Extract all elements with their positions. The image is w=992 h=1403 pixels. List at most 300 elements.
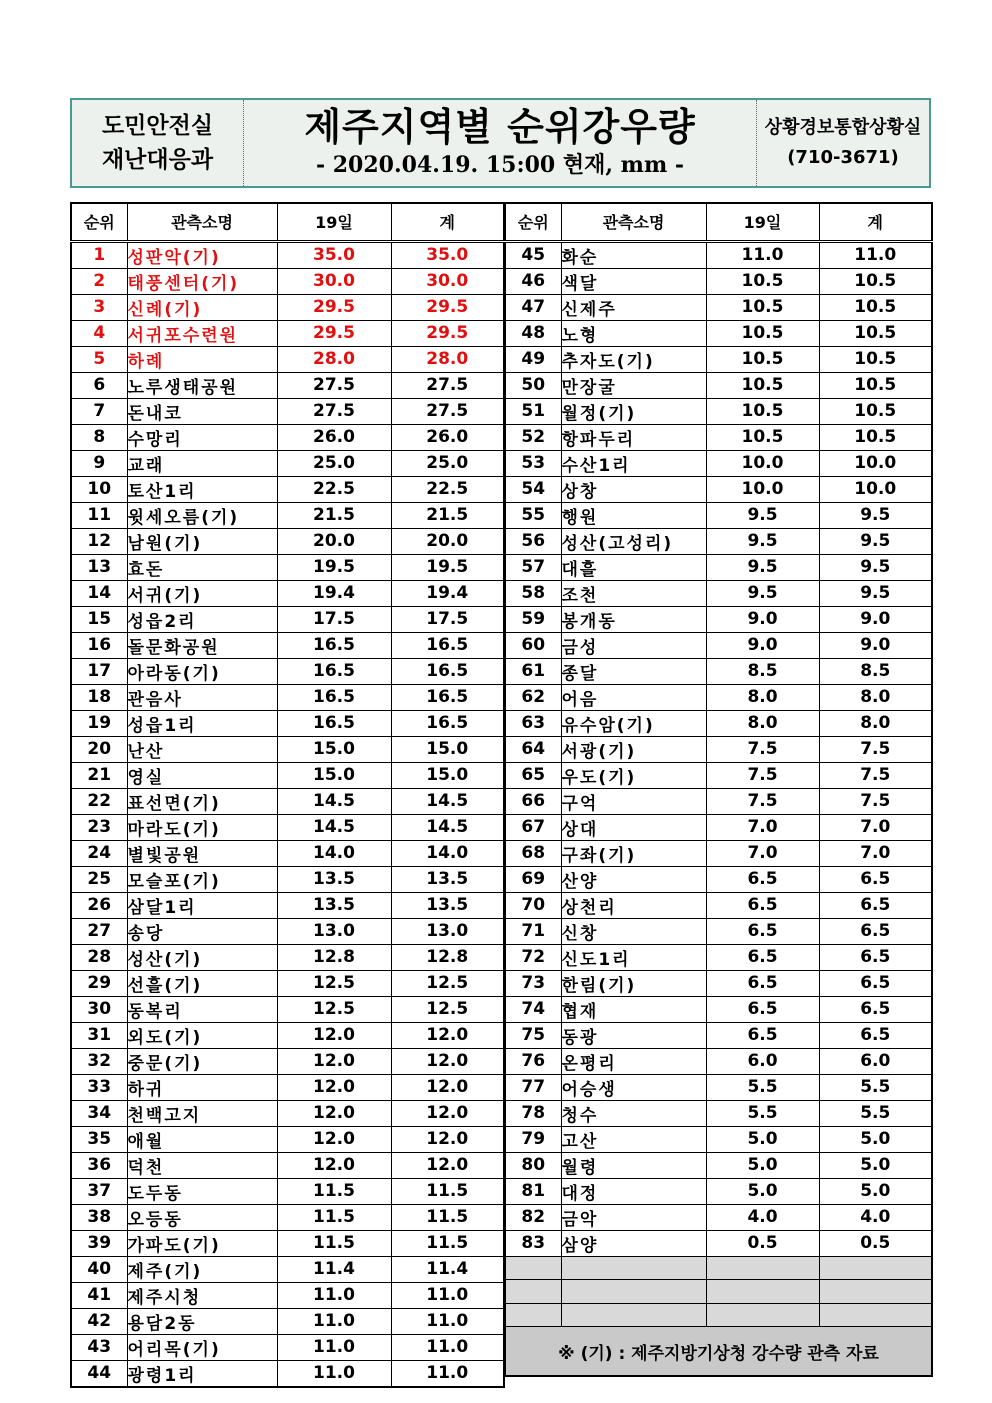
total-rainfall-cell: 29.5 bbox=[391, 294, 504, 320]
total-rainfall-cell: 28.0 bbox=[391, 346, 504, 372]
table-row bbox=[505, 684, 932, 710]
rank-cell: 76 bbox=[505, 1048, 561, 1074]
table-row bbox=[505, 450, 932, 476]
empty-cell bbox=[561, 1280, 706, 1304]
rank-cell: 54 bbox=[505, 476, 561, 502]
station-name-cell: 산양 bbox=[561, 866, 706, 892]
station-name-cell: 오등동 bbox=[127, 1204, 277, 1230]
day-rainfall-cell: 12.0 bbox=[277, 1152, 391, 1178]
empty-cell bbox=[819, 1256, 932, 1280]
day-rainfall-cell: 9.5 bbox=[706, 580, 819, 606]
total-rainfall-cell: 27.5 bbox=[391, 372, 504, 398]
station-name-cell: 돈내코 bbox=[127, 398, 277, 424]
table-row bbox=[71, 241, 504, 268]
rank-cell: 2 bbox=[71, 268, 127, 294]
table-row bbox=[505, 1230, 932, 1256]
rank-cell: 47 bbox=[505, 294, 561, 320]
table-row bbox=[71, 372, 504, 398]
table-row bbox=[71, 606, 504, 632]
station-name-cell: 우도(기) bbox=[561, 762, 706, 788]
day-rainfall-cell: 14.0 bbox=[277, 840, 391, 866]
rank-cell: 33 bbox=[71, 1074, 127, 1100]
total-rainfall-cell: 19.5 bbox=[391, 554, 504, 580]
rank-cell: 35 bbox=[71, 1126, 127, 1152]
station-name-cell: 남원(기) bbox=[127, 528, 277, 554]
total-rainfall-cell: 12.5 bbox=[391, 970, 504, 996]
rank-cell: 30 bbox=[71, 996, 127, 1022]
rank-cell: 68 bbox=[505, 840, 561, 866]
total-rainfall-cell: 12.0 bbox=[391, 1074, 504, 1100]
col-total-header: 계 bbox=[819, 203, 932, 241]
day-rainfall-cell: 21.5 bbox=[277, 502, 391, 528]
day-rainfall-cell: 30.0 bbox=[277, 268, 391, 294]
rank-cell: 20 bbox=[71, 736, 127, 762]
rank-cell: 79 bbox=[505, 1126, 561, 1152]
station-name-cell: 구억 bbox=[561, 788, 706, 814]
rank-cell: 57 bbox=[505, 554, 561, 580]
table-row bbox=[71, 320, 504, 346]
station-name-cell: 신제주 bbox=[561, 294, 706, 320]
table-row bbox=[71, 554, 504, 580]
station-name-cell: 천백고지 bbox=[127, 1100, 277, 1126]
table-row bbox=[71, 502, 504, 528]
table-row bbox=[71, 1100, 504, 1126]
table-row bbox=[505, 892, 932, 918]
rank-cell: 61 bbox=[505, 658, 561, 684]
table-row bbox=[505, 372, 932, 398]
rank-cell: 72 bbox=[505, 944, 561, 970]
station-name-cell: 덕천 bbox=[127, 1152, 277, 1178]
station-name-cell: 애월 bbox=[127, 1126, 277, 1152]
day-rainfall-cell: 14.5 bbox=[277, 814, 391, 840]
station-name-cell: 하례 bbox=[127, 346, 277, 372]
table-row bbox=[505, 736, 932, 762]
station-name-cell: 화순 bbox=[561, 241, 706, 268]
note-row bbox=[505, 1327, 932, 1376]
total-rainfall-cell: 6.5 bbox=[819, 970, 932, 996]
rank-cell: 3 bbox=[71, 294, 127, 320]
station-name-cell: 월령 bbox=[561, 1152, 706, 1178]
rank-cell: 60 bbox=[505, 632, 561, 658]
station-name-cell: 모슬포(기) bbox=[127, 866, 277, 892]
station-name-cell: 아라동(기) bbox=[127, 658, 277, 684]
day-rainfall-cell: 12.0 bbox=[277, 1126, 391, 1152]
day-rainfall-cell: 10.5 bbox=[706, 294, 819, 320]
total-rainfall-cell: 9.5 bbox=[819, 554, 932, 580]
day-rainfall-cell: 10.0 bbox=[706, 476, 819, 502]
total-rainfall-cell: 19.4 bbox=[391, 580, 504, 606]
day-rainfall-cell: 15.0 bbox=[277, 736, 391, 762]
rank-cell: 38 bbox=[71, 1204, 127, 1230]
total-rainfall-cell: 9.5 bbox=[819, 502, 932, 528]
station-name-cell: 신창 bbox=[561, 918, 706, 944]
rank-cell: 73 bbox=[505, 970, 561, 996]
rank-cell: 25 bbox=[71, 866, 127, 892]
rank-cell: 28 bbox=[71, 944, 127, 970]
table-header-row bbox=[71, 203, 504, 241]
station-name-cell: 표선면(기) bbox=[127, 788, 277, 814]
rank-cell: 9 bbox=[71, 450, 127, 476]
station-name-cell: 관음사 bbox=[127, 684, 277, 710]
rank-cell: 83 bbox=[505, 1230, 561, 1256]
station-name-cell: 행원 bbox=[561, 502, 706, 528]
table-row bbox=[505, 1152, 932, 1178]
table-row bbox=[71, 268, 504, 294]
rank-cell: 46 bbox=[505, 268, 561, 294]
table-row bbox=[505, 294, 932, 320]
empty-cell bbox=[819, 1280, 932, 1304]
station-name-cell: 종달 bbox=[561, 658, 706, 684]
station-name-cell: 상천리 bbox=[561, 892, 706, 918]
total-rainfall-cell: 14.0 bbox=[391, 840, 504, 866]
station-name-cell: 색달 bbox=[561, 268, 706, 294]
day-rainfall-cell: 6.5 bbox=[706, 892, 819, 918]
total-rainfall-cell: 6.0 bbox=[819, 1048, 932, 1074]
table-row bbox=[505, 1178, 932, 1204]
total-rainfall-cell: 6.5 bbox=[819, 944, 932, 970]
day-rainfall-cell: 27.5 bbox=[277, 398, 391, 424]
station-name-cell: 성산(고성리) bbox=[561, 528, 706, 554]
station-name-cell: 금악 bbox=[561, 1204, 706, 1230]
station-name-cell: 신도1리 bbox=[561, 944, 706, 970]
station-name-cell: 태풍센터(기) bbox=[127, 268, 277, 294]
rank-cell: 75 bbox=[505, 1022, 561, 1048]
station-name-cell: 대흘 bbox=[561, 554, 706, 580]
rank-cell: 19 bbox=[71, 710, 127, 736]
total-rainfall-cell: 11.0 bbox=[391, 1282, 504, 1308]
table-row bbox=[505, 658, 932, 684]
rank-cell: 53 bbox=[505, 450, 561, 476]
table-row bbox=[505, 502, 932, 528]
table-row bbox=[71, 1282, 504, 1308]
total-rainfall-cell: 11.0 bbox=[391, 1308, 504, 1334]
day-rainfall-cell: 22.5 bbox=[277, 476, 391, 502]
table-row bbox=[505, 606, 932, 632]
rank-cell: 13 bbox=[71, 554, 127, 580]
station-name-cell: 광령1리 bbox=[127, 1360, 277, 1387]
rank-cell: 41 bbox=[71, 1282, 127, 1308]
rank-cell: 21 bbox=[71, 762, 127, 788]
rank-cell: 74 bbox=[505, 996, 561, 1022]
station-name-cell: 온평리 bbox=[561, 1048, 706, 1074]
day-rainfall-cell: 10.5 bbox=[706, 372, 819, 398]
rank-cell: 23 bbox=[71, 814, 127, 840]
table-row bbox=[505, 554, 932, 580]
rank-cell: 45 bbox=[505, 241, 561, 268]
empty-cell bbox=[706, 1256, 819, 1280]
day-rainfall-cell: 29.5 bbox=[277, 294, 391, 320]
day-rainfall-cell: 17.5 bbox=[277, 606, 391, 632]
total-rainfall-cell: 12.0 bbox=[391, 1048, 504, 1074]
total-rainfall-cell: 14.5 bbox=[391, 788, 504, 814]
total-rainfall-cell: 16.5 bbox=[391, 710, 504, 736]
rank-cell: 32 bbox=[71, 1048, 127, 1074]
rank-cell: 31 bbox=[71, 1022, 127, 1048]
rank-cell: 37 bbox=[71, 1178, 127, 1204]
station-name-cell: 어음 bbox=[561, 684, 706, 710]
table-row bbox=[71, 788, 504, 814]
total-rainfall-cell: 7.5 bbox=[819, 788, 932, 814]
total-rainfall-cell: 9.5 bbox=[819, 580, 932, 606]
station-name-cell: 구좌(기) bbox=[561, 840, 706, 866]
day-rainfall-cell: 6.5 bbox=[706, 918, 819, 944]
total-rainfall-cell: 10.5 bbox=[819, 424, 932, 450]
rank-cell: 58 bbox=[505, 580, 561, 606]
table-row bbox=[71, 840, 504, 866]
table-row bbox=[71, 1360, 504, 1387]
empty-cell bbox=[561, 1303, 706, 1327]
office-phone: (710-3671) bbox=[787, 147, 899, 168]
table-row bbox=[71, 710, 504, 736]
total-rainfall-cell: 7.5 bbox=[819, 762, 932, 788]
rank-cell: 34 bbox=[71, 1100, 127, 1126]
table-row bbox=[71, 1074, 504, 1100]
day-rainfall-cell: 14.5 bbox=[277, 788, 391, 814]
day-rainfall-cell: 16.5 bbox=[277, 658, 391, 684]
table-row bbox=[505, 346, 932, 372]
station-name-cell: 마라도(기) bbox=[127, 814, 277, 840]
total-rainfall-cell: 4.0 bbox=[819, 1204, 932, 1230]
title-block bbox=[244, 100, 757, 186]
station-name-cell: 청수 bbox=[561, 1100, 706, 1126]
day-rainfall-cell: 9.5 bbox=[706, 502, 819, 528]
table-row bbox=[71, 294, 504, 320]
total-rainfall-cell: 11.5 bbox=[391, 1178, 504, 1204]
table-row bbox=[505, 762, 932, 788]
department-line-2: 재난대응과 bbox=[101, 147, 214, 173]
day-rainfall-cell: 9.0 bbox=[706, 606, 819, 632]
station-name-cell: 노형 bbox=[561, 320, 706, 346]
day-rainfall-cell: 5.0 bbox=[706, 1152, 819, 1178]
station-name-cell: 성판악(기) bbox=[127, 241, 277, 268]
total-rainfall-cell: 25.0 bbox=[391, 450, 504, 476]
station-name-cell: 중문(기) bbox=[127, 1048, 277, 1074]
table-row bbox=[71, 970, 504, 996]
day-rainfall-cell: 11.0 bbox=[277, 1282, 391, 1308]
total-rainfall-cell: 5.0 bbox=[819, 1152, 932, 1178]
rank-cell: 42 bbox=[71, 1308, 127, 1334]
footnote: ※ (기) : 제주지방기상청 강수량 관측 자료 bbox=[505, 1327, 932, 1376]
table-row bbox=[71, 1152, 504, 1178]
day-rainfall-cell: 10.5 bbox=[706, 398, 819, 424]
day-rainfall-cell: 12.5 bbox=[277, 996, 391, 1022]
station-name-cell: 조천 bbox=[561, 580, 706, 606]
table-row bbox=[71, 736, 504, 762]
table-row bbox=[505, 268, 932, 294]
station-name-cell: 용담2동 bbox=[127, 1308, 277, 1334]
station-name-cell: 영실 bbox=[127, 762, 277, 788]
page-title: 제주지역별 순위강우량 bbox=[304, 105, 696, 149]
day-rainfall-cell: 12.8 bbox=[277, 944, 391, 970]
station-name-cell: 성읍2리 bbox=[127, 606, 277, 632]
day-rainfall-cell: 9.0 bbox=[706, 632, 819, 658]
total-rainfall-cell: 16.5 bbox=[391, 658, 504, 684]
total-rainfall-cell: 6.5 bbox=[819, 918, 932, 944]
col-rank-header: 순위 bbox=[505, 203, 561, 241]
station-name-cell: 어리목(기) bbox=[127, 1334, 277, 1360]
rank-cell: 11 bbox=[71, 502, 127, 528]
empty-cell bbox=[706, 1303, 819, 1327]
day-rainfall-cell: 6.5 bbox=[706, 970, 819, 996]
day-rainfall-cell: 11.0 bbox=[706, 241, 819, 268]
total-rainfall-cell: 10.5 bbox=[819, 372, 932, 398]
table-body-left bbox=[71, 241, 504, 1387]
rank-cell: 77 bbox=[505, 1074, 561, 1100]
rank-cell: 80 bbox=[505, 1152, 561, 1178]
col-rank-header: 순위 bbox=[71, 203, 127, 241]
day-rainfall-cell: 13.5 bbox=[277, 866, 391, 892]
day-rainfall-cell: 11.5 bbox=[277, 1178, 391, 1204]
total-rainfall-cell: 20.0 bbox=[391, 528, 504, 554]
col-station-header: 관측소명 bbox=[561, 203, 706, 241]
table-row bbox=[505, 866, 932, 892]
station-name-cell: 가파도(기) bbox=[127, 1230, 277, 1256]
rank-cell: 17 bbox=[71, 658, 127, 684]
total-rainfall-cell: 11.0 bbox=[391, 1360, 504, 1387]
total-rainfall-cell: 10.5 bbox=[819, 320, 932, 346]
table-row bbox=[505, 814, 932, 840]
table-row bbox=[71, 1126, 504, 1152]
table-row bbox=[505, 1126, 932, 1152]
total-rainfall-cell: 29.5 bbox=[391, 320, 504, 346]
day-rainfall-cell: 11.0 bbox=[277, 1334, 391, 1360]
day-rainfall-cell: 6.5 bbox=[706, 944, 819, 970]
table-row bbox=[71, 918, 504, 944]
station-name-cell: 봉개동 bbox=[561, 606, 706, 632]
rank-cell: 14 bbox=[71, 580, 127, 606]
station-name-cell: 윗세오름(기) bbox=[127, 502, 277, 528]
col-total-header: 계 bbox=[391, 203, 504, 241]
rank-cell: 59 bbox=[505, 606, 561, 632]
station-name-cell: 동광 bbox=[561, 1022, 706, 1048]
rank-cell: 56 bbox=[505, 528, 561, 554]
table-row bbox=[505, 580, 932, 606]
rank-cell: 69 bbox=[505, 866, 561, 892]
table-row bbox=[71, 1334, 504, 1360]
station-name-cell: 성읍1리 bbox=[127, 710, 277, 736]
rank-cell: 4 bbox=[71, 320, 127, 346]
table-row bbox=[505, 528, 932, 554]
empty-cell bbox=[505, 1280, 561, 1304]
day-rainfall-cell: 12.0 bbox=[277, 1048, 391, 1074]
total-rainfall-cell: 8.0 bbox=[819, 710, 932, 736]
day-rainfall-cell: 13.5 bbox=[277, 892, 391, 918]
station-name-cell: 만장굴 bbox=[561, 372, 706, 398]
station-name-cell: 삼양 bbox=[561, 1230, 706, 1256]
station-name-cell: 상대 bbox=[561, 814, 706, 840]
total-rainfall-cell: 8.5 bbox=[819, 658, 932, 684]
day-rainfall-cell: 10.5 bbox=[706, 346, 819, 372]
total-rainfall-cell: 11.0 bbox=[819, 241, 932, 268]
station-name-cell: 제주(기) bbox=[127, 1256, 277, 1282]
day-rainfall-cell: 25.0 bbox=[277, 450, 391, 476]
table-row bbox=[505, 1204, 932, 1230]
day-rainfall-cell: 0.5 bbox=[706, 1230, 819, 1256]
table-row bbox=[71, 996, 504, 1022]
rank-cell: 8 bbox=[71, 424, 127, 450]
table-row bbox=[71, 1022, 504, 1048]
day-rainfall-cell: 8.0 bbox=[706, 684, 819, 710]
rank-cell: 36 bbox=[71, 1152, 127, 1178]
rank-cell: 7 bbox=[71, 398, 127, 424]
table-row bbox=[71, 762, 504, 788]
total-rainfall-cell: 12.0 bbox=[391, 1126, 504, 1152]
station-name-cell: 도두동 bbox=[127, 1178, 277, 1204]
day-rainfall-cell: 6.5 bbox=[706, 996, 819, 1022]
station-name-cell: 제주시청 bbox=[127, 1282, 277, 1308]
day-rainfall-cell: 10.5 bbox=[706, 424, 819, 450]
table-row bbox=[71, 632, 504, 658]
day-rainfall-cell: 7.0 bbox=[706, 840, 819, 866]
day-rainfall-cell: 12.0 bbox=[277, 1022, 391, 1048]
total-rainfall-cell: 13.5 bbox=[391, 892, 504, 918]
total-rainfall-cell: 5.0 bbox=[819, 1178, 932, 1204]
total-rainfall-cell: 7.5 bbox=[819, 736, 932, 762]
table-row bbox=[71, 450, 504, 476]
station-name-cell: 대정 bbox=[561, 1178, 706, 1204]
station-name-cell: 토산1리 bbox=[127, 476, 277, 502]
empty-cell bbox=[819, 1303, 932, 1327]
station-name-cell: 서광(기) bbox=[561, 736, 706, 762]
day-rainfall-cell: 20.0 bbox=[277, 528, 391, 554]
total-rainfall-cell: 12.8 bbox=[391, 944, 504, 970]
table-row bbox=[71, 866, 504, 892]
station-name-cell: 교래 bbox=[127, 450, 277, 476]
day-rainfall-cell: 6.0 bbox=[706, 1048, 819, 1074]
station-name-cell: 서귀(기) bbox=[127, 580, 277, 606]
rank-cell: 15 bbox=[71, 606, 127, 632]
rank-cell: 26 bbox=[71, 892, 127, 918]
rank-cell: 18 bbox=[71, 684, 127, 710]
total-rainfall-cell: 11.0 bbox=[391, 1334, 504, 1360]
rank-cell: 62 bbox=[505, 684, 561, 710]
total-rainfall-cell: 10.0 bbox=[819, 450, 932, 476]
total-rainfall-cell: 6.5 bbox=[819, 892, 932, 918]
table-row bbox=[71, 814, 504, 840]
rank-cell: 55 bbox=[505, 502, 561, 528]
station-name-cell: 수망리 bbox=[127, 424, 277, 450]
total-rainfall-cell: 6.5 bbox=[819, 996, 932, 1022]
empty-cell bbox=[505, 1303, 561, 1327]
rank-cell: 63 bbox=[505, 710, 561, 736]
day-rainfall-cell: 8.5 bbox=[706, 658, 819, 684]
total-rainfall-cell: 11.5 bbox=[391, 1204, 504, 1230]
station-name-cell: 난산 bbox=[127, 736, 277, 762]
rank-cell: 81 bbox=[505, 1178, 561, 1204]
total-rainfall-cell: 9.0 bbox=[819, 632, 932, 658]
table-row bbox=[71, 580, 504, 606]
day-rainfall-cell: 15.0 bbox=[277, 762, 391, 788]
total-rainfall-cell: 10.5 bbox=[819, 268, 932, 294]
total-rainfall-cell: 5.5 bbox=[819, 1100, 932, 1126]
table-row bbox=[71, 944, 504, 970]
rank-cell: 16 bbox=[71, 632, 127, 658]
rank-cell: 44 bbox=[71, 1360, 127, 1387]
day-rainfall-cell: 11.0 bbox=[277, 1308, 391, 1334]
station-name-cell: 별빛공원 bbox=[127, 840, 277, 866]
total-rainfall-cell: 8.0 bbox=[819, 684, 932, 710]
total-rainfall-cell: 11.4 bbox=[391, 1256, 504, 1282]
station-name-cell: 어승생 bbox=[561, 1074, 706, 1100]
office-name: 상황경보통합상황실 bbox=[764, 117, 922, 138]
empty-cell bbox=[706, 1280, 819, 1304]
day-rainfall-cell: 26.0 bbox=[277, 424, 391, 450]
station-name-cell: 삼달1리 bbox=[127, 892, 277, 918]
table-row bbox=[71, 1048, 504, 1074]
total-rainfall-cell: 5.5 bbox=[819, 1074, 932, 1100]
station-name-cell: 신례(기) bbox=[127, 294, 277, 320]
col-station-header: 관측소명 bbox=[127, 203, 277, 241]
